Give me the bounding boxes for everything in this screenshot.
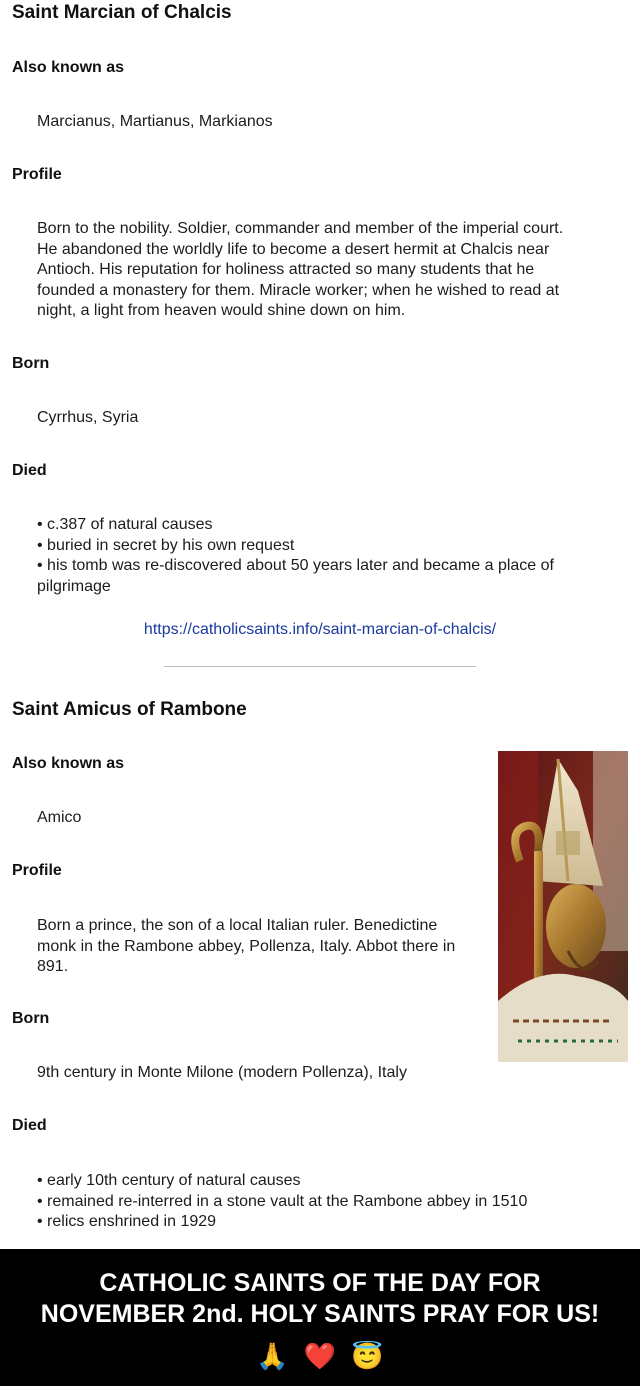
saint2-profile xyxy=(37,916,455,978)
saint1-died-label: Died xyxy=(12,462,47,479)
saint1-name: Saint Marcian of Chalcis xyxy=(12,2,232,23)
profile-line: night, a light from heaven would shine down on him. xyxy=(37,302,406,319)
banner-line: CATHOLIC SAINTS OF THE DAY FOR xyxy=(99,1269,541,1297)
died-item: • remained re-interred in a stone vault at the Rambone abbey in 1510 xyxy=(37,1192,528,1210)
banner-text xyxy=(0,1268,640,1330)
died-item: • buried in secret by his own request xyxy=(37,536,295,554)
saint1-died xyxy=(37,515,554,597)
saint1-source-link[interactable]: https://catholicsaints.info/saint-marcian-of-chalcis/ xyxy=(143,621,497,638)
profile-line: Born to the nobility. Soldier, commander and member of the imperial court. xyxy=(37,220,564,237)
saint1-born: Cyrrhus, Syria xyxy=(37,409,139,426)
footer-banner xyxy=(0,1249,640,1386)
banner-emojis xyxy=(0,1339,640,1372)
smiling-face-with-halo-icon: 😇 xyxy=(351,1340,384,1371)
section-divider xyxy=(164,666,476,667)
saint1-aka: Marcianus, Martianus, Markianos xyxy=(37,113,273,130)
died-item: • early 10th century of natural causes xyxy=(37,1172,301,1189)
profile-line: Born a prince, the son of a local Italian ruler. Benedictine xyxy=(37,917,438,934)
saint2-name: Saint Amicus of Rambone xyxy=(12,699,247,720)
folded-hands-icon: 🙏 xyxy=(256,1340,289,1371)
saint2-profile-label: Profile xyxy=(12,862,62,879)
profile-line: Antioch. His reputation for holiness attracted so many students that he xyxy=(37,261,535,278)
saint1-profile xyxy=(37,219,563,322)
saint2-aka-label: Also known as xyxy=(12,755,125,772)
heart-icon: ❤️ xyxy=(303,1340,337,1371)
saint-amicus-statue-image xyxy=(498,751,628,1062)
saint2-died xyxy=(37,1171,527,1233)
died-item: • his tomb was re-discovered about 50 years later and became a place of xyxy=(37,557,554,574)
died-item: • c.387 of natural causes xyxy=(37,516,213,533)
profile-line: He abandoned the worldly life to become a desert hermit at Chalcis near xyxy=(37,240,550,258)
saint2-aka: Amico xyxy=(37,809,82,826)
profile-line: founded a monastery for them. Miracle worker; when he wished to read at xyxy=(37,281,560,299)
saint1-profile-label: Profile xyxy=(12,166,62,183)
banner-line: NOVEMBER 2nd. HOLY SAINTS PRAY FOR US! xyxy=(40,1300,600,1328)
profile-line: monk in the Rambone abbey, Pollenza, Italy. Abbot there in xyxy=(37,937,456,955)
saint1-aka-label: Also known as xyxy=(12,59,125,76)
saint2-born: 9th century in Monte Milone (modern Pollenza), Italy xyxy=(37,1064,407,1081)
saint1-born-label: Born xyxy=(12,355,50,372)
saint2-died-label: Died xyxy=(12,1117,47,1134)
died-item: pilgrimage xyxy=(37,577,111,595)
profile-line: 891. xyxy=(37,958,69,975)
saint2-born-label: Born xyxy=(12,1010,50,1027)
died-item: • relics enshrined in 1929 xyxy=(37,1213,217,1230)
